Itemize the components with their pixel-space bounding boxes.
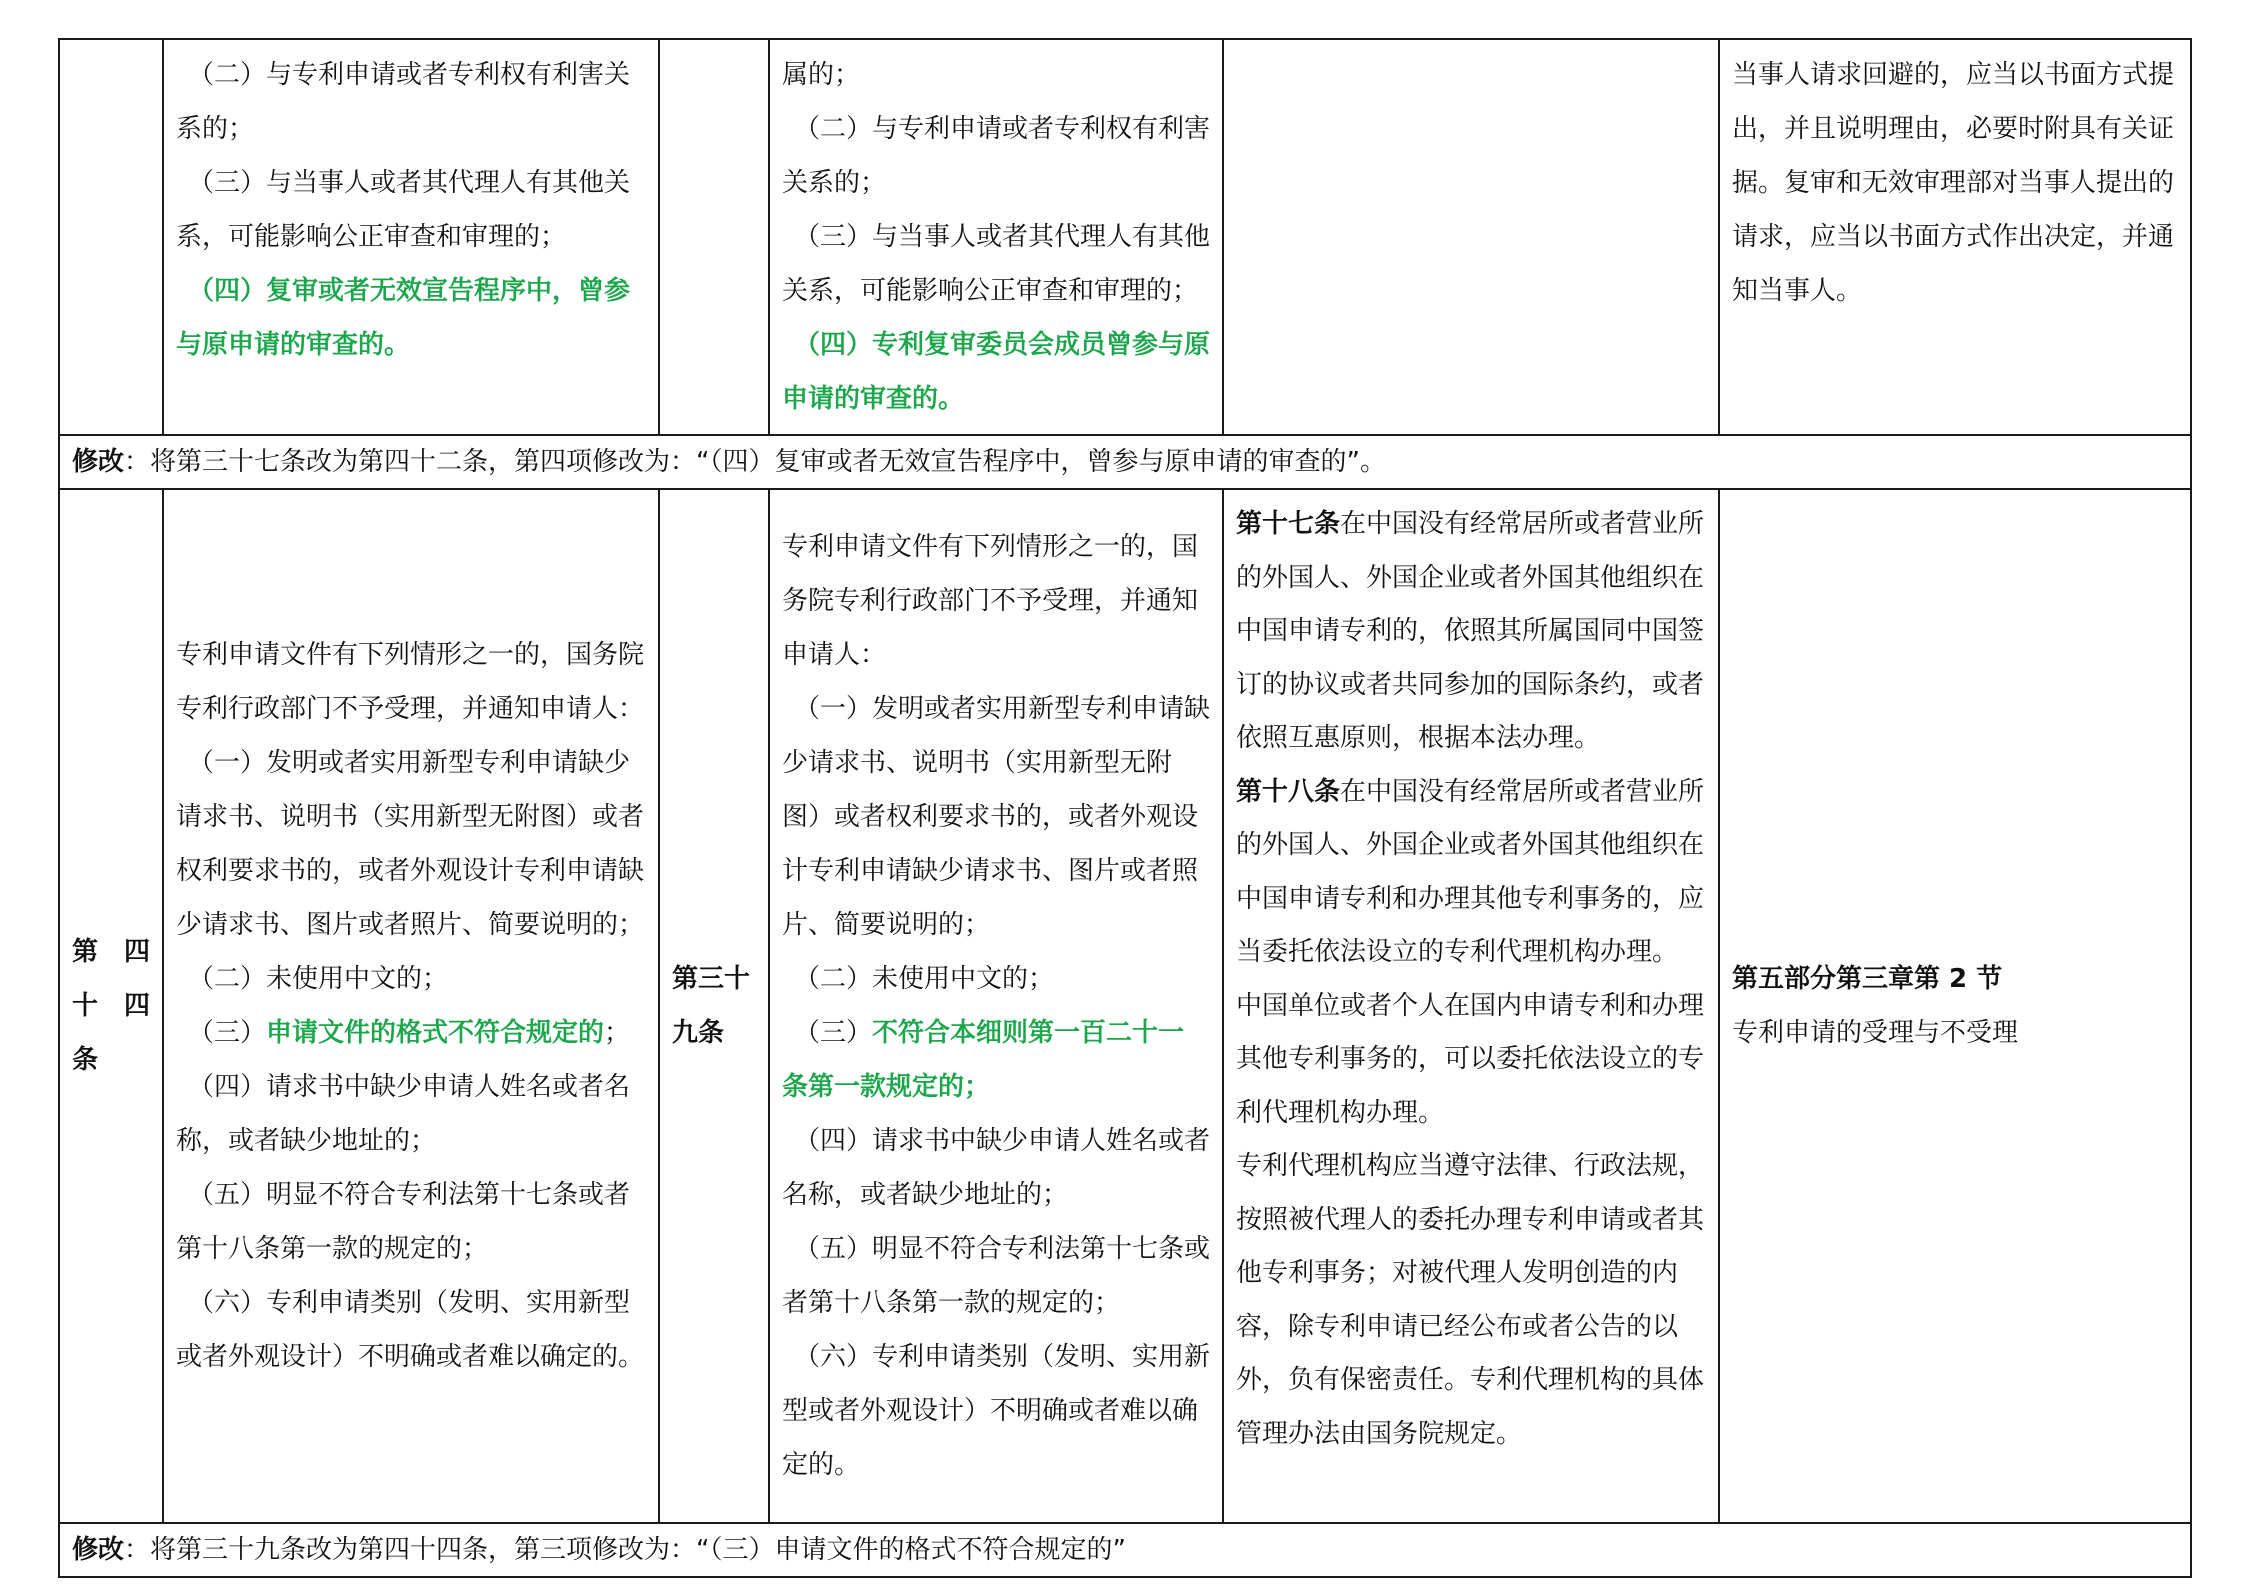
modification-label: 修改 — [72, 447, 125, 477]
cell-old-rule-39 — [769, 489, 1223, 1523]
cell-examination-guideline — [1719, 39, 2191, 435]
old-item-5: （五）明显不符合专利法第十七条或者第十八条第一款的规定的； — [782, 1234, 1211, 1318]
row-article-44 — [59, 489, 2191, 1523]
old-rule-lead: 属的； — [782, 60, 861, 90]
new-rule-item-4-changed: （四）复审或者无效宣告程序中，曾参与原申请的审查的。 — [176, 276, 631, 360]
modification-text: ：将第三十九条改为第四十四条，第三项修改为：“（三）申请文件的格式不符合规定的” — [124, 1535, 1126, 1565]
new-rule-item-3: （三）与当事人或者其代理人有其他关系，可能影响公正审查和审理的； — [176, 168, 631, 252]
modification-note-cell — [59, 435, 2191, 489]
modification-note-cell-2 — [59, 1523, 2191, 1577]
cell-new-rule-44 — [163, 489, 659, 1523]
cell-new-article-42-number — [59, 39, 163, 435]
old-rule-intro: 专利申请文件有下列情形之一的，国务院专利行政部门不予受理，并通知申请人： — [782, 532, 1199, 670]
law-article-17: 第十七条在中国没有经常居所或者营业所的外国人、外国企业或者外国其他组织在中国申请专利的，依照其所属国同中国签订的协议或者共同参加的国际条约，或者依照互惠原则，根据本法办理。 — [1236, 509, 1705, 753]
old-rule-item-3: （三）与当事人或者其代理人有其他关系，可能影响公正审查和审理的； — [782, 222, 1211, 306]
comparison-table — [58, 38, 2192, 1578]
new-item-4: （四）请求书中缺少申请人姓名或者名称，或者缺少地址的； — [176, 1072, 631, 1156]
new-item-3: （三）申请文件的格式不符合规定的； — [188, 1018, 631, 1048]
old-article-label: 第三十九条 — [672, 964, 751, 1048]
new-article-label: 第 四 十 四 条 — [72, 937, 150, 1075]
cell-examination-guideline-2 — [1719, 489, 2191, 1523]
law-article-18-para-2: 中国单位或者个人在国内申请专利和办理其他专利事务的，可以委托依法设立的专利代理机构办理。 — [1236, 990, 1705, 1128]
law-article-18: 第十八条在中国没有经常居所或者营业所的外国人、外国企业或者外国其他组织在中国申请专利和办理其他专利事务的，应当委托依法设立的专利代理机构办理。 — [1236, 776, 1705, 967]
guideline-topic: 专利申请的受理与不受理 — [1732, 1018, 2019, 1048]
old-item-3-changed: 不符合本细则第一百二十一条第一款规定的； — [782, 1018, 1185, 1102]
row-article-42 — [59, 39, 2191, 435]
modification-label: 修改 — [72, 1535, 125, 1565]
guideline-section: 第五部分第三章第 2 节 — [1732, 964, 2003, 994]
old-item-2: （二）未使用中文的； — [794, 964, 1055, 994]
cell-old-article-37-number — [659, 39, 769, 435]
old-rule-item-4-changed: （四）专利复审委员会成员曾参与原申请的审查的。 — [782, 330, 1211, 414]
cell-new-rule-42 — [163, 39, 659, 435]
cell-new-article-number — [59, 489, 163, 1523]
cell-patent-law — [1223, 489, 1719, 1523]
cell-old-article-number — [659, 489, 769, 1523]
law-article-18-para-3: 专利代理机构应当遵守法律、行政法规，按照被代理人的委托办理专利申请或者其他专利事务；对被代理人发明创造的内容，除专利申请已经公布或者公告的以外，负有保密责任。专利代理机构的具体管理办法由国务院规定。 — [1236, 1151, 1705, 1449]
new-item-6: （六）专利申请类别（发明、实用新型或者外观设计）不明确或者难以确定的。 — [176, 1288, 645, 1372]
old-item-3: （三）不符合本细则第一百二十一条第一款规定的； — [782, 1018, 1185, 1102]
new-rule-intro: 专利申请文件有下列情形之一的，国务院专利行政部门不予受理，并通知申请人： — [176, 640, 645, 724]
guideline-text: 当事人请求回避的，应当以书面方式提出，并且说明理由，必要时附具有关证据。复审和无效审理部对当事人提出的请求，应当以书面方式作出决定，并通知当事人。 — [1732, 60, 2175, 306]
new-item-1: （一）发明或者实用新型专利申请缺少请求书、说明书（实用新型无附图）或者权利要求书的，或者外观设计专利申请缺少请求书、图片或者照片、简要说明的； — [176, 748, 645, 940]
modification-note-2 — [59, 1523, 2191, 1577]
modification-note-1 — [59, 435, 2191, 489]
old-item-4: （四）请求书中缺少申请人姓名或者名称，或者缺少地址的； — [782, 1126, 1211, 1210]
old-item-6: （六）专利申请类别（发明、实用新型或者外观设计）不明确或者难以确定的。 — [782, 1342, 1211, 1480]
cell-patent-law-empty — [1223, 39, 1719, 435]
new-item-5: （五）明显不符合专利法第十七条或者第十八条第一款的规定的； — [176, 1180, 631, 1264]
old-item-1: （一）发明或者实用新型专利申请缺少请求书、说明书（实用新型无附图）或者权利要求书的，或者外观设计专利申请缺少请求书、图片或者照片、简要说明的； — [782, 694, 1211, 940]
cell-old-rule-37 — [769, 39, 1223, 435]
new-item-2: （二）未使用中文的； — [188, 964, 449, 994]
new-item-3-changed: 申请文件的格式不符合规定的 — [266, 1018, 605, 1048]
old-rule-item-2: （二）与专利申请或者专利权有利害关系的； — [782, 114, 1211, 198]
modification-text: ：将第三十七条改为第四十二条，第四项修改为：“（四）复审或者无效宣告程序中，曾参与原申请的审查的”。 — [124, 447, 1386, 477]
new-rule-item-2: （二）与专利申请或者专利权有利害关系的； — [176, 60, 631, 144]
